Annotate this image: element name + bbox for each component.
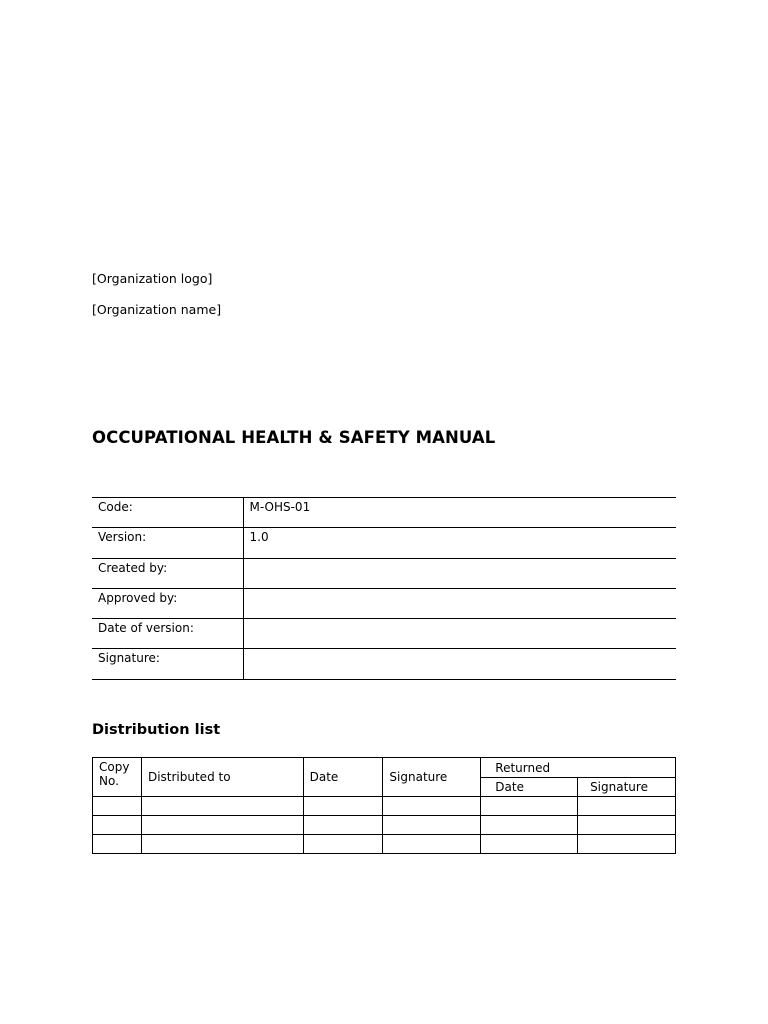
table-cell	[93, 835, 142, 854]
distribution-header-row	[93, 758, 676, 778]
info-row-approved-by	[92, 588, 676, 618]
col-returned-date: Date	[481, 778, 578, 797]
document-info-table	[92, 497, 676, 680]
col-signature: Signature	[383, 758, 481, 797]
distribution-list-table	[92, 757, 676, 854]
info-row-signature	[92, 649, 676, 679]
table-cell	[303, 797, 383, 816]
table-cell	[578, 816, 676, 835]
document-title: OCCUPATIONAL HEALTH & SAFETY MANUAL	[92, 428, 496, 447]
table-cell	[481, 797, 578, 816]
info-label: Created by:	[92, 558, 243, 588]
distribution-row	[93, 797, 676, 816]
table-cell	[383, 797, 481, 816]
col-returned-signature: Signature	[578, 778, 676, 797]
table-cell	[383, 816, 481, 835]
col-distributed-to: Distributed to	[141, 758, 303, 797]
table-cell	[578, 797, 676, 816]
info-value: 1.0	[243, 528, 676, 558]
table-cell	[303, 835, 383, 854]
col-date: Date	[303, 758, 383, 797]
info-value	[243, 558, 676, 588]
info-label: Code:	[92, 498, 243, 528]
info-label: Date of version:	[92, 619, 243, 649]
info-label: Signature:	[92, 649, 243, 679]
info-label: Version:	[92, 528, 243, 558]
info-value	[243, 649, 676, 679]
distribution-list-heading: Distribution list	[92, 722, 221, 738]
table-cell	[93, 816, 142, 835]
organization-name-placeholder: [Organization name]	[92, 302, 222, 317]
table-cell	[141, 797, 303, 816]
col-copy-no	[93, 758, 142, 797]
info-row-code	[92, 498, 676, 528]
distribution-row	[93, 835, 676, 854]
organization-logo-placeholder: [Organization logo]	[92, 271, 213, 286]
col-returned: Returned	[481, 758, 676, 778]
table-cell	[383, 835, 481, 854]
table-cell	[481, 816, 578, 835]
table-cell	[141, 835, 303, 854]
info-value	[243, 588, 676, 618]
info-row-created-by	[92, 558, 676, 588]
info-value: M-OHS-01	[243, 498, 676, 528]
distribution-row	[93, 816, 676, 835]
table-cell	[481, 835, 578, 854]
col-copy-no-line2: No.	[99, 774, 119, 788]
info-row-version	[92, 528, 676, 558]
table-cell	[578, 835, 676, 854]
info-row-date-of-version	[92, 619, 676, 649]
table-cell	[303, 816, 383, 835]
table-cell	[141, 816, 303, 835]
info-value	[243, 619, 676, 649]
col-copy-no-line1: Copy	[99, 760, 130, 774]
table-cell	[93, 797, 142, 816]
info-label: Approved by:	[92, 588, 243, 618]
